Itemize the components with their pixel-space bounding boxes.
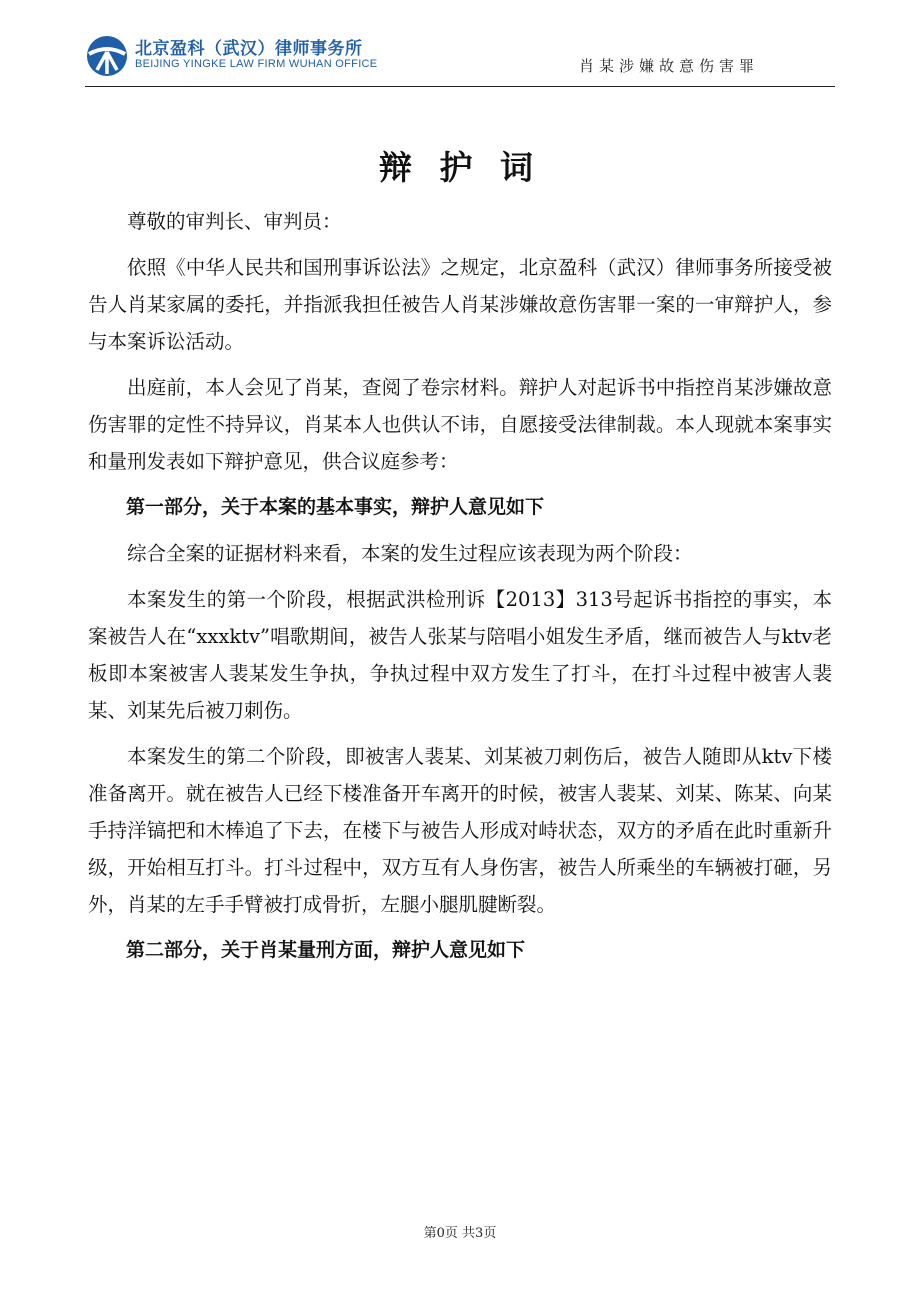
page-header bbox=[85, 30, 835, 88]
case-title: 肖某涉嫌故意伤害罪 bbox=[578, 57, 759, 75]
section-heading-facts: 第一部分，关于本案的基本事实，辩护人意见如下 bbox=[126, 496, 545, 518]
firm-logo-icon bbox=[85, 34, 129, 78]
page-number: 第0页 共3页 bbox=[423, 1226, 497, 1241]
document-body bbox=[88, 203, 832, 978]
document-title: 辩 护 词 bbox=[379, 148, 541, 187]
paragraph-stage-one: 本案发生的第一个阶段，根据武洪检刑诉【2013】313号起诉书指控的事实，本案被告人在“xxxktv”唱歌期间，被告人张某与陪唱小姐发生矛盾，继而被告人与ktv老板即本案被害人裴某发生争执，争执过程中双方发生了打斗，在打斗过程中被害人裴某、刘某先后被刀刺伤。 bbox=[88, 588, 832, 722]
header-divider bbox=[85, 86, 835, 87]
paragraph-intro: 依照《中华人民共和国刑事诉讼法》之规定，北京盈科（武汉）律师事务所接受被告人肖某家属的委托，并指派我担任被告人肖某涉嫌故意伤害罪一案的一审辩护人，参与本案诉讼活动。 bbox=[88, 256, 832, 353]
paragraph-stage-two: 本案发生的第二个阶段，即被害人裴某、刘某被刀刺伤后，被告人随即从ktv下楼准备离开。就在被告人已经下楼准备开车离开的时候，被害人裴某、刘某、陈某、向某手持洋镐把和木棒追了下去，在楼下与被告人形成对峙状态，双方的矛盾在此时重新升级，开始相互打斗。打斗过程中，双方互有人身伤害，被告人所乘坐的车辆被打砸，另外，肖某的左手手臂被打成骨折，左腿小腿肌腱断裂。 bbox=[88, 745, 832, 916]
paragraph-opinion: 出庭前，本人会见了肖某，查阅了卷宗材料。辩护人对起诉书中指控肖某涉嫌故意伤害罪的定性不持异议，肖某本人也供认不讳，自愿接受法律制裁。本人现就本案事实和量刑发表如下辩护意见，供合议庭参考： bbox=[88, 376, 832, 473]
firm-name-en: BEIJING YINGKE LAW FIRM WUHAN OFFICE bbox=[135, 58, 378, 70]
paragraph-summary: 综合全案的证据材料来看，本案的发生过程应该表现为两个阶段： bbox=[127, 542, 693, 565]
section-heading-sentencing: 第二部分，关于肖某量刑方面，辩护人意见如下 bbox=[126, 939, 526, 961]
firm-name-cn: 北京盈科（武汉）律师事务所 bbox=[135, 39, 363, 59]
salutation: 尊敬的审判长、审判员： bbox=[127, 210, 342, 233]
